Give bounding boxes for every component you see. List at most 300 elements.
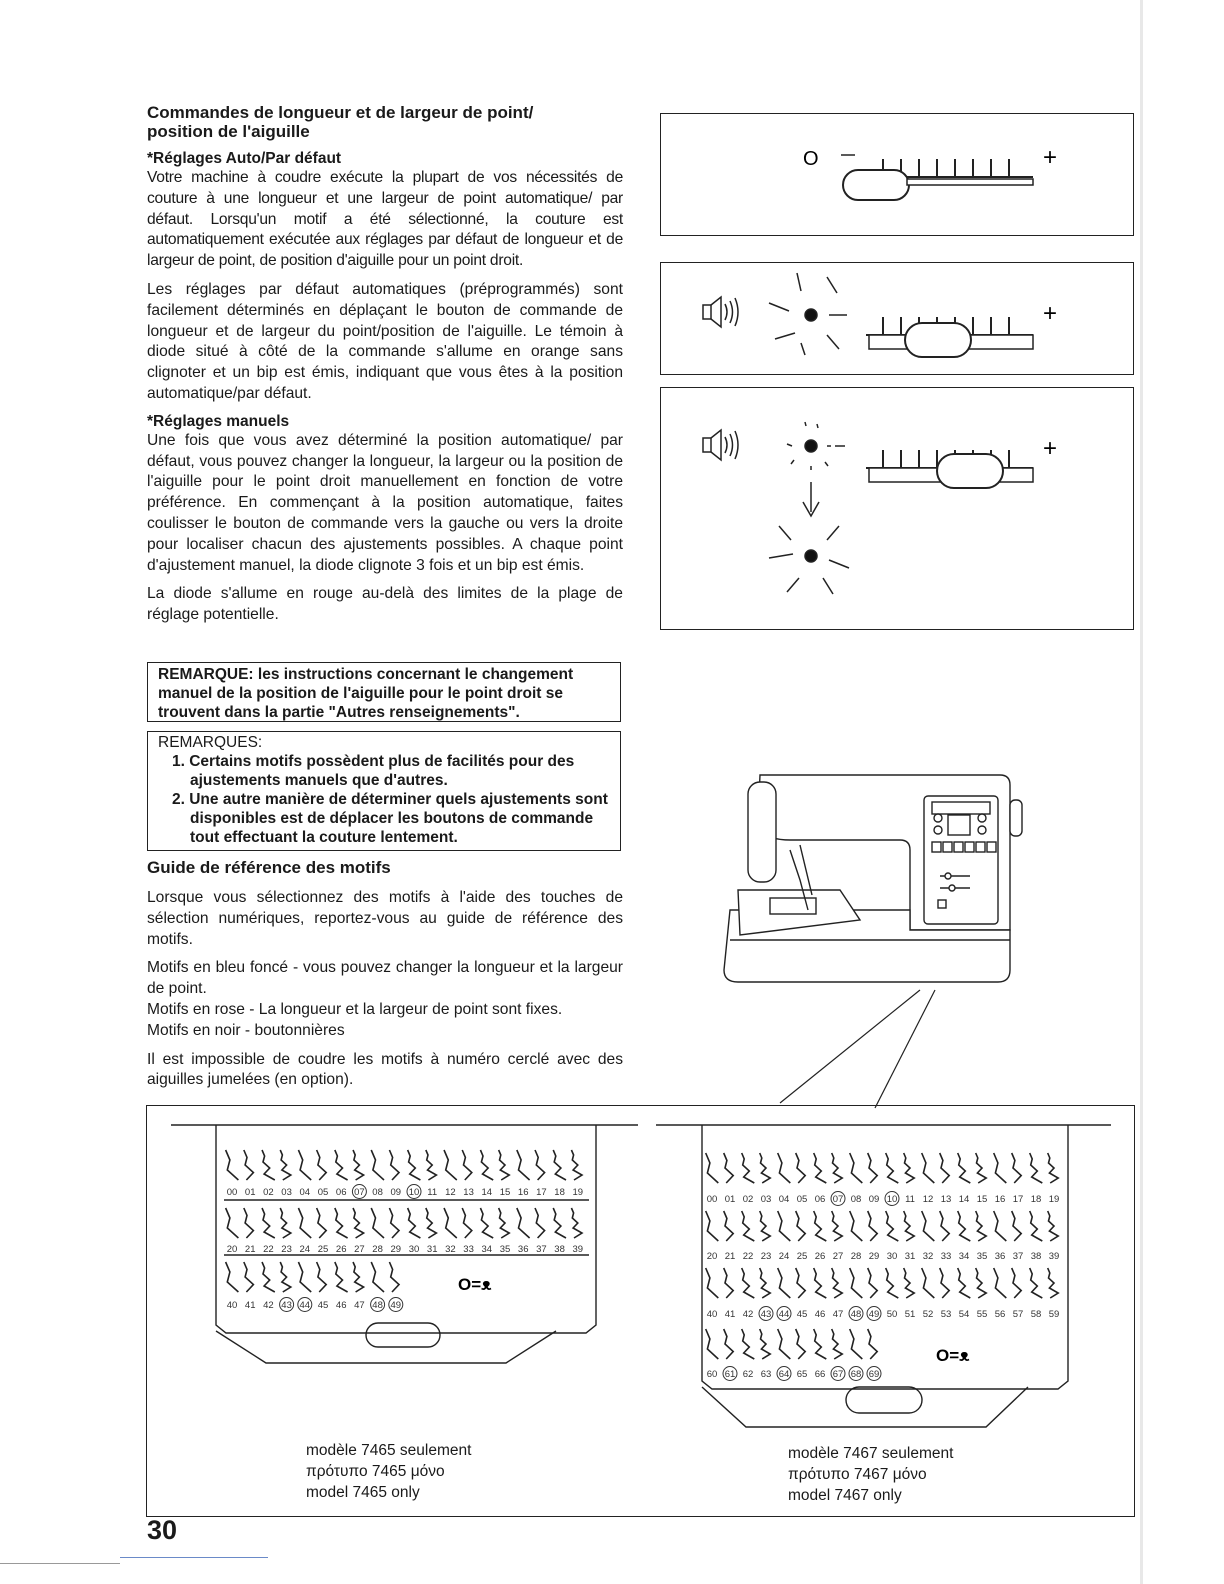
stitch-number: 67 <box>832 1369 844 1380</box>
stitch-pattern-23 <box>760 1211 772 1262</box>
stitch-number: 03 <box>760 1194 772 1205</box>
stitch-pattern-15 <box>499 1150 511 1198</box>
stitch-pattern-33 <box>462 1208 474 1255</box>
stitch-glyph-icon <box>1048 1211 1059 1241</box>
stitch-pattern-35 <box>976 1211 988 1262</box>
stitch-pattern-36 <box>994 1211 1007 1262</box>
stitch-number: 63 <box>760 1369 772 1380</box>
stitch-glyph-icon <box>1012 1268 1022 1298</box>
stitch-pattern-04 <box>298 1150 311 1198</box>
stitch-pattern-00 <box>226 1150 239 1198</box>
stitch-pattern-12 <box>922 1153 935 1205</box>
stitch-number: 48 <box>850 1309 862 1320</box>
stitch-number: 46 <box>814 1309 826 1320</box>
manual-settings-paragraph-2: La diode s'allume en rouge au-delà des limites de la plage de réglage potentielle. <box>147 585 623 624</box>
stitch-pattern-66 <box>814 1329 827 1380</box>
stitch-glyph-icon <box>1030 1268 1043 1298</box>
stitch-number: 65 <box>796 1369 808 1380</box>
stitch-number: 04 <box>299 1187 311 1198</box>
stitch-number: 07 <box>832 1194 844 1205</box>
section-heading <box>147 103 627 141</box>
stitch-pattern-23 <box>280 1208 292 1255</box>
stitch-pattern-40 <box>706 1268 719 1320</box>
stitch-glyph-icon <box>922 1153 935 1183</box>
stitch-number: 30 <box>886 1251 898 1262</box>
stitch-number: 18 <box>554 1187 565 1198</box>
stitch-glyph-icon <box>796 1268 806 1298</box>
stitch-glyph-icon <box>389 1262 399 1292</box>
stitch-glyph-icon <box>742 1268 755 1298</box>
caption-7467-fr: modèle 7467 seulement <box>788 1445 954 1462</box>
stitch-glyph-icon <box>922 1268 935 1298</box>
stitch-pattern-59 <box>1048 1268 1060 1320</box>
stitch-pattern-61 <box>723 1329 737 1381</box>
stitch-number: 10 <box>408 1187 420 1198</box>
stitch-glyph-icon <box>517 1208 530 1238</box>
stitch-glyph-icon <box>742 1211 755 1241</box>
stitch-number: 41 <box>724 1309 736 1320</box>
stitch-number: 05 <box>796 1194 808 1205</box>
stitch-glyph-icon <box>976 1268 987 1298</box>
stitch-pattern-58 <box>1030 1268 1043 1320</box>
stitch-glyph-icon <box>553 1150 566 1180</box>
stitch-number: 08 <box>850 1194 862 1205</box>
stitch-number: 43 <box>281 1300 292 1311</box>
stitch-pattern-05 <box>317 1150 329 1198</box>
stitch-number: 35 <box>976 1251 988 1262</box>
stitch-pattern-41 <box>724 1268 736 1320</box>
stitch-glyph-icon <box>353 1262 364 1292</box>
stitch-glyph-icon <box>814 1329 827 1359</box>
stitch-pattern-11 <box>904 1153 915 1205</box>
stitch-glyph-icon <box>778 1329 791 1359</box>
stitch-number: 11 <box>905 1194 915 1205</box>
chart-7467-row-3 <box>706 1268 1060 1321</box>
stitch-number: 02 <box>263 1187 274 1198</box>
stitch-glyph-icon <box>814 1211 827 1241</box>
stitch-pattern-24 <box>298 1208 311 1255</box>
stitch-glyph-icon <box>262 1150 275 1180</box>
stitch-glyph-icon <box>940 1211 950 1241</box>
chart-7467-row-2 <box>706 1211 1060 1262</box>
stitch-pattern-39 <box>1048 1211 1060 1262</box>
stitch-pattern-19 <box>1048 1153 1060 1205</box>
plus-symbol-3: + <box>1043 435 1058 462</box>
stitch-number: 37 <box>1012 1251 1024 1262</box>
caption-7465 <box>306 1440 471 1503</box>
stitch-number: 58 <box>1030 1309 1042 1320</box>
stitch-pattern-33 <box>940 1211 952 1262</box>
stitch-glyph-icon <box>244 1262 254 1292</box>
stitch-number: 22 <box>263 1244 274 1255</box>
speaker-icon-2 <box>703 430 738 460</box>
page-number: 30 <box>147 1515 178 1545</box>
stitch-number: 38 <box>554 1244 565 1255</box>
stitch-glyph-icon <box>1030 1211 1043 1241</box>
stitch-pattern-45 <box>317 1262 329 1311</box>
stitch-glyph-icon <box>832 1329 843 1359</box>
stitch-pattern-09 <box>868 1153 880 1205</box>
stitch-pattern-64 <box>777 1329 791 1381</box>
stitch-number: 18 <box>1030 1194 1042 1205</box>
stitch-number: 13 <box>463 1187 474 1198</box>
stitch-pattern-03 <box>760 1153 772 1205</box>
stitch-pattern-06 <box>335 1150 348 1198</box>
stitch-number: 45 <box>317 1300 329 1311</box>
stitch-glyph-icon <box>226 1208 239 1238</box>
stitch-pattern-38 <box>1030 1211 1043 1262</box>
stitch-pattern-22 <box>262 1208 275 1255</box>
stitch-pattern-12 <box>444 1150 457 1198</box>
stitch-pattern-15 <box>976 1153 988 1205</box>
stitch-pattern-44 <box>298 1262 312 1312</box>
stitch-number: 47 <box>832 1309 844 1320</box>
stitch-glyph-icon <box>940 1268 950 1298</box>
stitch-glyph-icon <box>760 1153 771 1183</box>
stitch-number: 15 <box>499 1187 511 1198</box>
stitch-glyph-icon <box>262 1208 275 1238</box>
stitch-glyph-icon <box>850 1329 863 1359</box>
stitch-glyph-icon <box>571 1150 582 1180</box>
stitch-glyph-icon <box>778 1268 791 1298</box>
stitch-glyph-icon <box>742 1153 755 1183</box>
sewing-machine-icon <box>724 775 1022 982</box>
stitch-pattern-68 <box>849 1329 863 1381</box>
stitch-glyph-icon <box>298 1208 311 1238</box>
stitch-number: 44 <box>299 1300 311 1311</box>
slider-panel-manual <box>660 387 1134 630</box>
stitch-pattern-07 <box>352 1150 366 1199</box>
stitch-pattern-08 <box>850 1153 863 1205</box>
stitch-pattern-13 <box>940 1153 952 1205</box>
stitch-number: 20 <box>226 1244 238 1255</box>
stitch-number: 61 <box>724 1369 736 1380</box>
stitch-number: 20 <box>706 1251 718 1262</box>
stitch-glyph-icon <box>922 1211 935 1241</box>
stitch-glyph-icon <box>958 1268 971 1298</box>
stitch-pattern-41 <box>244 1262 256 1311</box>
stitch-number: 51 <box>904 1309 916 1320</box>
stitch-glyph-icon <box>280 1150 291 1180</box>
stitch-number: 12 <box>922 1194 934 1205</box>
stitch-pattern-25 <box>317 1208 329 1255</box>
stitch-pattern-48 <box>849 1268 863 1321</box>
stitch-glyph-icon <box>226 1150 239 1180</box>
caption-7465-el: πρότυπο 7465 μόνο <box>306 1463 445 1480</box>
chart-7465-outline <box>171 1125 638 1363</box>
stitch-number: 27 <box>354 1244 365 1255</box>
stitch-number: 33 <box>940 1251 952 1262</box>
caption-7465-en: model 7465 only <box>306 1484 420 1501</box>
slider-diagram-3 <box>661 388 1135 631</box>
stitch-glyph-icon <box>832 1268 843 1298</box>
footer-rule-gray <box>0 1563 120 1564</box>
stitch-pattern-67 <box>831 1329 845 1381</box>
stitch-glyph-icon <box>706 1329 719 1359</box>
stitch-number: 43 <box>760 1309 772 1320</box>
stitch-glyph-icon <box>886 1153 899 1183</box>
stitch-glyph-icon <box>444 1150 457 1180</box>
stitch-pattern-05 <box>796 1153 808 1205</box>
stitch-number: 28 <box>850 1251 862 1262</box>
stitch-glyph-icon <box>904 1211 915 1241</box>
stitch-glyph-icon <box>958 1153 971 1183</box>
slider-panel-auto <box>660 262 1134 375</box>
stitch-glyph-icon <box>868 1153 878 1183</box>
stitch-pattern-31 <box>426 1208 438 1255</box>
stitch-pattern-63 <box>760 1329 772 1380</box>
stitch-glyph-icon <box>814 1153 827 1183</box>
stitch-pattern-31 <box>904 1211 916 1262</box>
stitch-number: 16 <box>994 1194 1006 1205</box>
stitch-glyph-icon <box>868 1329 878 1359</box>
stitch-glyph-icon <box>371 1208 384 1238</box>
stitch-number: 53 <box>940 1309 952 1320</box>
stitch-number: 21 <box>244 1244 256 1255</box>
stitch-pattern-17 <box>1012 1153 1024 1205</box>
stitch-number: 37 <box>536 1244 547 1255</box>
stitch-pattern-42 <box>262 1262 275 1311</box>
stitch-number: 29 <box>868 1251 880 1262</box>
twin-needle-symbol-7467: O=ᴥ <box>936 1346 970 1365</box>
sewing-machine-illustration <box>140 760 1040 1110</box>
stitch-number: 24 <box>778 1251 790 1262</box>
stitch-glyph-icon <box>1030 1153 1043 1183</box>
stitch-number: 00 <box>226 1187 238 1198</box>
stitch-pattern-35 <box>499 1208 511 1255</box>
stitch-pattern-27 <box>353 1208 365 1255</box>
auto-settings-section <box>147 150 623 634</box>
stitch-pattern-20 <box>706 1211 719 1262</box>
auto-settings-paragraph-2: Les réglages par défaut automatiques (préprogrammés) sont facilement déterminés en déplaçant le bouton de commande de longueur et de largeur du point/position de l'aiguille. Le témoin à diode situé à côté de la commande s'allume en orange sans clignoter et un bip est émis, indiquant que vous êtes à la position automatique/par défaut. <box>147 280 623 402</box>
stitch-glyph-icon <box>976 1153 987 1183</box>
stitch-number: 19 <box>572 1187 584 1198</box>
stitch-glyph-icon <box>850 1153 863 1183</box>
stitch-glyph-icon <box>571 1208 582 1238</box>
caption-7465-fr: modèle 7465 seulement <box>306 1442 472 1459</box>
stitch-glyph-icon <box>389 1208 399 1238</box>
stitch-number: 44 <box>778 1309 790 1320</box>
stitch-pattern-01 <box>244 1150 256 1198</box>
stitch-glyph-icon <box>389 1150 399 1180</box>
stitch-number: 17 <box>536 1187 547 1198</box>
stitch-pattern-30 <box>408 1208 421 1255</box>
slider-rail <box>907 179 1033 185</box>
stitch-pattern-00 <box>706 1153 719 1205</box>
stitch-pattern-42 <box>742 1268 755 1320</box>
stitch-pattern-28 <box>850 1211 863 1262</box>
stitch-number: 40 <box>226 1300 238 1311</box>
stitch-pattern-19 <box>571 1150 583 1198</box>
stitch-charts <box>146 1105 1135 1517</box>
stitch-glyph-icon <box>742 1329 755 1359</box>
stitch-glyph-icon <box>760 1211 771 1241</box>
stitch-number: 31 <box>426 1244 438 1255</box>
stitch-pattern-16 <box>517 1150 530 1198</box>
stitch-pattern-69 <box>867 1329 881 1381</box>
manual-settings-title: *Réglages manuels <box>147 412 290 430</box>
stitch-glyph-icon <box>814 1268 827 1298</box>
caption-7467-el: πρότυπο 7467 μόνο <box>788 1466 927 1483</box>
stitch-glyph-icon <box>298 1262 311 1292</box>
stitch-glyph-icon <box>335 1208 348 1238</box>
stitch-pattern-43 <box>280 1262 294 1312</box>
stitch-pattern-43 <box>759 1268 773 1321</box>
stitch-number: 24 <box>299 1244 311 1255</box>
note-box <box>147 662 621 722</box>
stitch-number: 66 <box>814 1369 826 1380</box>
stitch-pattern-25 <box>796 1211 808 1262</box>
stitch-glyph-icon <box>1012 1211 1022 1241</box>
guide-paragraph-1: Lorsque vous sélectionnez des motifs à l'aide des touches de sélection numériques, reportez-vous au guide de référence des motifs. <box>147 889 623 948</box>
stitch-pattern-18 <box>553 1150 566 1198</box>
stitch-glyph-icon <box>298 1150 311 1180</box>
stitch-number: 47 <box>354 1300 365 1311</box>
stitch-glyph-icon <box>868 1211 878 1241</box>
slider-knob-3 <box>937 454 1003 488</box>
stitch-glyph-icon <box>535 1208 545 1238</box>
stitch-number: 02 <box>742 1194 754 1205</box>
stitch-glyph-icon <box>371 1150 384 1180</box>
stitch-glyph-icon <box>904 1268 915 1298</box>
stitch-number: 39 <box>572 1244 584 1255</box>
stitch-number: 56 <box>994 1309 1006 1320</box>
stitch-glyph-icon <box>499 1150 510 1180</box>
stitch-glyph-icon <box>1012 1153 1022 1183</box>
stitch-number: 05 <box>317 1187 329 1198</box>
notes-title: REMARQUES: <box>158 734 263 751</box>
stitch-glyph-icon <box>317 1262 327 1292</box>
auto-settings-title: *Réglages Auto/Par défaut <box>147 150 342 167</box>
plus-symbol: + <box>1043 144 1058 171</box>
stitch-number: 04 <box>778 1194 790 1205</box>
stitch-number: 08 <box>372 1187 383 1198</box>
stitch-pattern-48 <box>371 1262 385 1312</box>
stitch-glyph-icon <box>940 1153 950 1183</box>
stitch-pattern-29 <box>389 1208 401 1255</box>
stitch-number: 07 <box>354 1187 365 1198</box>
stitch-number: 62 <box>742 1369 754 1380</box>
stitch-number: 25 <box>317 1244 329 1255</box>
slider-panel-default <box>660 113 1134 236</box>
stitch-glyph-icon <box>796 1329 806 1359</box>
twin-needle-symbol-7465: O=ᴥ <box>458 1275 492 1294</box>
stitch-pattern-20 <box>226 1208 239 1255</box>
stitch-number: 17 <box>1012 1194 1024 1205</box>
stitch-pattern-37 <box>1012 1211 1024 1262</box>
stitch-pattern-34 <box>480 1208 493 1255</box>
stitch-number: 09 <box>390 1187 402 1198</box>
stitch-pattern-26 <box>814 1211 827 1262</box>
stitch-glyph-icon <box>706 1153 719 1183</box>
stitch-glyph-icon <box>868 1268 878 1298</box>
stitch-pattern-02 <box>742 1153 755 1205</box>
stitch-number: 13 <box>940 1194 952 1205</box>
stitch-glyph-icon <box>796 1211 806 1241</box>
stitch-pattern-46 <box>335 1262 348 1311</box>
minus-symbol: O <box>803 148 819 170</box>
chart-7467-outline <box>656 1125 1111 1427</box>
slider-knob <box>843 170 909 200</box>
led-blinking-icon <box>787 422 845 516</box>
stitch-glyph-icon <box>553 1208 566 1238</box>
stitch-glyph-icon <box>796 1153 806 1183</box>
stitch-number: 49 <box>868 1309 880 1320</box>
notes-item-2: 2. Une autre manière de déterminer quels ajustements sont disponibles est de déplacer les boutons de commande tout effectuant la couture lentement. <box>172 791 608 846</box>
stitch-glyph-icon <box>1048 1268 1059 1298</box>
stitch-pattern-32 <box>444 1208 457 1255</box>
stitch-pattern-14 <box>480 1150 493 1198</box>
stitch-pattern-10 <box>407 1150 421 1199</box>
stitch-glyph-icon <box>886 1211 899 1241</box>
stitch-glyph-icon <box>317 1150 327 1180</box>
stitch-glyph-icon <box>335 1150 348 1180</box>
stitch-glyph-icon <box>724 1153 734 1183</box>
stitch-pattern-01 <box>724 1153 736 1205</box>
stitch-glyph-icon <box>353 1208 364 1238</box>
stitch-number: 69 <box>868 1369 880 1380</box>
guide-color-blue: Motifs en bleu foncé - vous pouvez changer la longueur et la largeur de point. <box>147 959 623 998</box>
stitch-pattern-50 <box>886 1268 899 1320</box>
stitch-number: 27 <box>832 1251 844 1262</box>
stitch-number: 22 <box>742 1251 754 1262</box>
notes-item-1: 1. Certains motifs possèdent plus de facilités pour des ajustements manuels que d'autres. <box>172 753 575 789</box>
caption-7467 <box>788 1443 953 1506</box>
stitch-glyph-icon <box>244 1150 254 1180</box>
stitch-glyph-icon <box>517 1150 530 1180</box>
stitch-number: 45 <box>796 1309 808 1320</box>
stitch-number: 50 <box>886 1309 898 1320</box>
stitch-number: 52 <box>922 1309 934 1320</box>
callout-lines <box>780 990 935 1108</box>
note-text: REMARQUE: les instructions concernant le changement manuel de la position de l'aiguille pour le point droit se trouvent dans la partie "Autres renseignements". <box>158 666 574 721</box>
stitch-number: 23 <box>281 1244 292 1255</box>
stitch-glyph-icon <box>499 1208 510 1238</box>
stitch-number: 19 <box>1048 1194 1060 1205</box>
stitch-pattern-02 <box>262 1150 275 1198</box>
stitch-pattern-49 <box>867 1268 881 1321</box>
stitch-glyph-icon <box>886 1268 899 1298</box>
stitch-pattern-44 <box>777 1268 791 1321</box>
stitch-pattern-26 <box>335 1208 348 1255</box>
slider-diagram-1 <box>661 114 1135 237</box>
stitch-pattern-10 <box>885 1153 899 1206</box>
guide-color-black: Motifs en noir - boutonnières <box>147 1021 345 1039</box>
stitch-pattern-36 <box>517 1208 530 1255</box>
stitch-glyph-icon <box>760 1268 771 1298</box>
stitch-pattern-52 <box>922 1268 935 1320</box>
stitch-pattern-03 <box>280 1150 292 1198</box>
stitch-number: 15 <box>976 1194 988 1205</box>
stitch-pattern-47 <box>353 1262 365 1311</box>
stitch-pattern-28 <box>371 1208 384 1255</box>
stitch-number: 49 <box>390 1300 402 1311</box>
stitch-number: 29 <box>390 1244 402 1255</box>
stitch-number: 42 <box>263 1300 274 1311</box>
stitch-number: 00 <box>706 1194 718 1205</box>
stitch-pattern-49 <box>389 1262 403 1312</box>
stitch-number: 39 <box>1048 1251 1060 1262</box>
stitch-glyph-icon <box>832 1153 843 1183</box>
stitch-pattern-24 <box>778 1211 791 1262</box>
stitch-glyph-icon <box>426 1150 437 1180</box>
stitch-pattern-53 <box>940 1268 952 1320</box>
stitch-pattern-51 <box>904 1268 916 1320</box>
stitch-number: 01 <box>244 1187 256 1198</box>
stitch-glyph-icon <box>480 1208 493 1238</box>
stitch-number: 16 <box>517 1187 529 1198</box>
auto-settings-paragraph-1: Votre machine à coudre exécute la plupart de vos nécessités de couture à une longueur et une largeur de point automatique/ par défaut. Lorsqu'un motif a été sélectionné, la couture est automatiquement exécutée aux réglages par défaut de longueur et de largeur de point, de position d'aiguille pour un point droit. <box>147 169 623 270</box>
